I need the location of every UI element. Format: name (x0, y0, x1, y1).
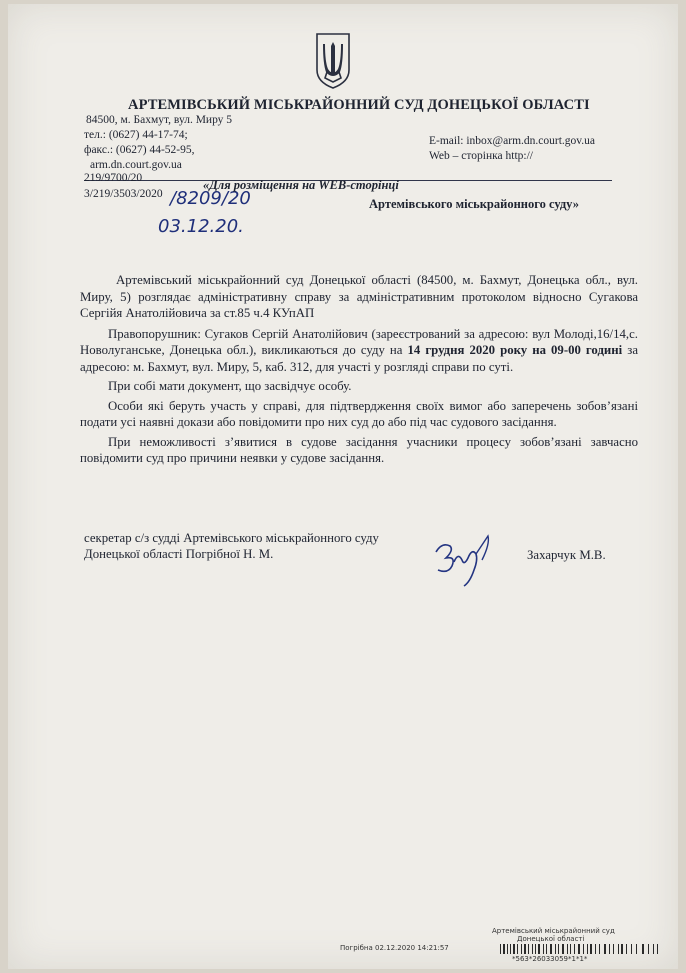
court-site: arm.dn.court.gov.ua (90, 159, 182, 171)
notice-body (80, 272, 638, 467)
paragraph-2-start: Правопорушник: Сугаков Сергій Анатолійович (зареєстрований за адресою: вул Молоді,16/14,с. Новолуганське, Донецька обл.), викликаються до суду на (80, 326, 638, 357)
barcode-text: *563*26033059*1*1* (512, 955, 588, 963)
court-address: 84500, м. Бахмут, вул. Миру 5 (86, 114, 233, 126)
addressee-line-1: «Для розміщення на WEB-сторінці (203, 178, 399, 192)
barcode-icon (500, 944, 660, 954)
court-email: E-mail: inbox@arm.dn.court.gov.ua (429, 135, 596, 147)
handwritten-outgoing-number: /8209/20 (170, 188, 251, 209)
court-name: АРТЕМІВСЬКИЙ МІСЬКРАЙОННИЙ СУД ДОНЕЦЬКОЇ ОБЛАСТІ (128, 97, 590, 113)
hearing-date-time: 14 грудня 2020 року на 09-00 годині (407, 343, 623, 357)
paragraph-2 (80, 326, 638, 376)
signer-name: Захарчук М.В. (527, 548, 606, 562)
paragraph-3: При собі мати документ, що засвідчує особу. (108, 379, 352, 393)
paragraph-5: При неможливості з’явитися в судове засідання учасники процесу зобов’язані завчасно повідомити суд про причини неявки у судове засідання. (80, 434, 638, 465)
case-number: 219/9700/20 (84, 172, 143, 184)
handwritten-signature (428, 530, 498, 590)
stamp-org-line-2: Донецької області (517, 935, 585, 943)
signer-role-line-2: Донецької області Погрібної Н. М. (84, 547, 274, 561)
paragraph-4: Особи які беруть участь у справі, для підтвердження своїх вимог або заперечень зобов’язані подати усі наявні докази або повідомити про них суд до або під час судового засідання. (80, 398, 638, 429)
paragraph-2-end: за адресою: м. Бахмут, вул. Миру, 5, каб. 312, для участі у розгляді справи по суті. (80, 343, 639, 374)
handwritten-date: 03.12.20. (158, 216, 244, 237)
stamp-printed-info: Погрібна 02.12.2020 14:21:57 (340, 944, 449, 952)
proceeding-number: 3/219/3503/2020 (84, 188, 163, 200)
paragraph-1: Артемівський міськрайонний суд Донецької області (84500, м. Бахмут, Донецька обл., вул. Миру, 5) розглядає адміністративну справу за адміністративним протоколом відносно Сугакова Сергійя Анатолійовича за ст.85 ч.4 КУпАП (80, 273, 638, 320)
court-web: Web – сторінка http:// (429, 150, 533, 162)
addressee-line-2: Артемівського міськрайонного суду» (369, 197, 579, 211)
court-phone: тел.: (0627) 44-17-74; (84, 129, 188, 141)
signer-role-line-1: секретар с/з судді Артемівського міськрайонного суду (84, 531, 379, 545)
coat-of-arms-icon (314, 32, 352, 90)
court-fax: факс.: (0627) 44-52-95, (84, 144, 195, 156)
stamp-org-line-1: Артемівський міськрайонний суд (492, 927, 615, 935)
